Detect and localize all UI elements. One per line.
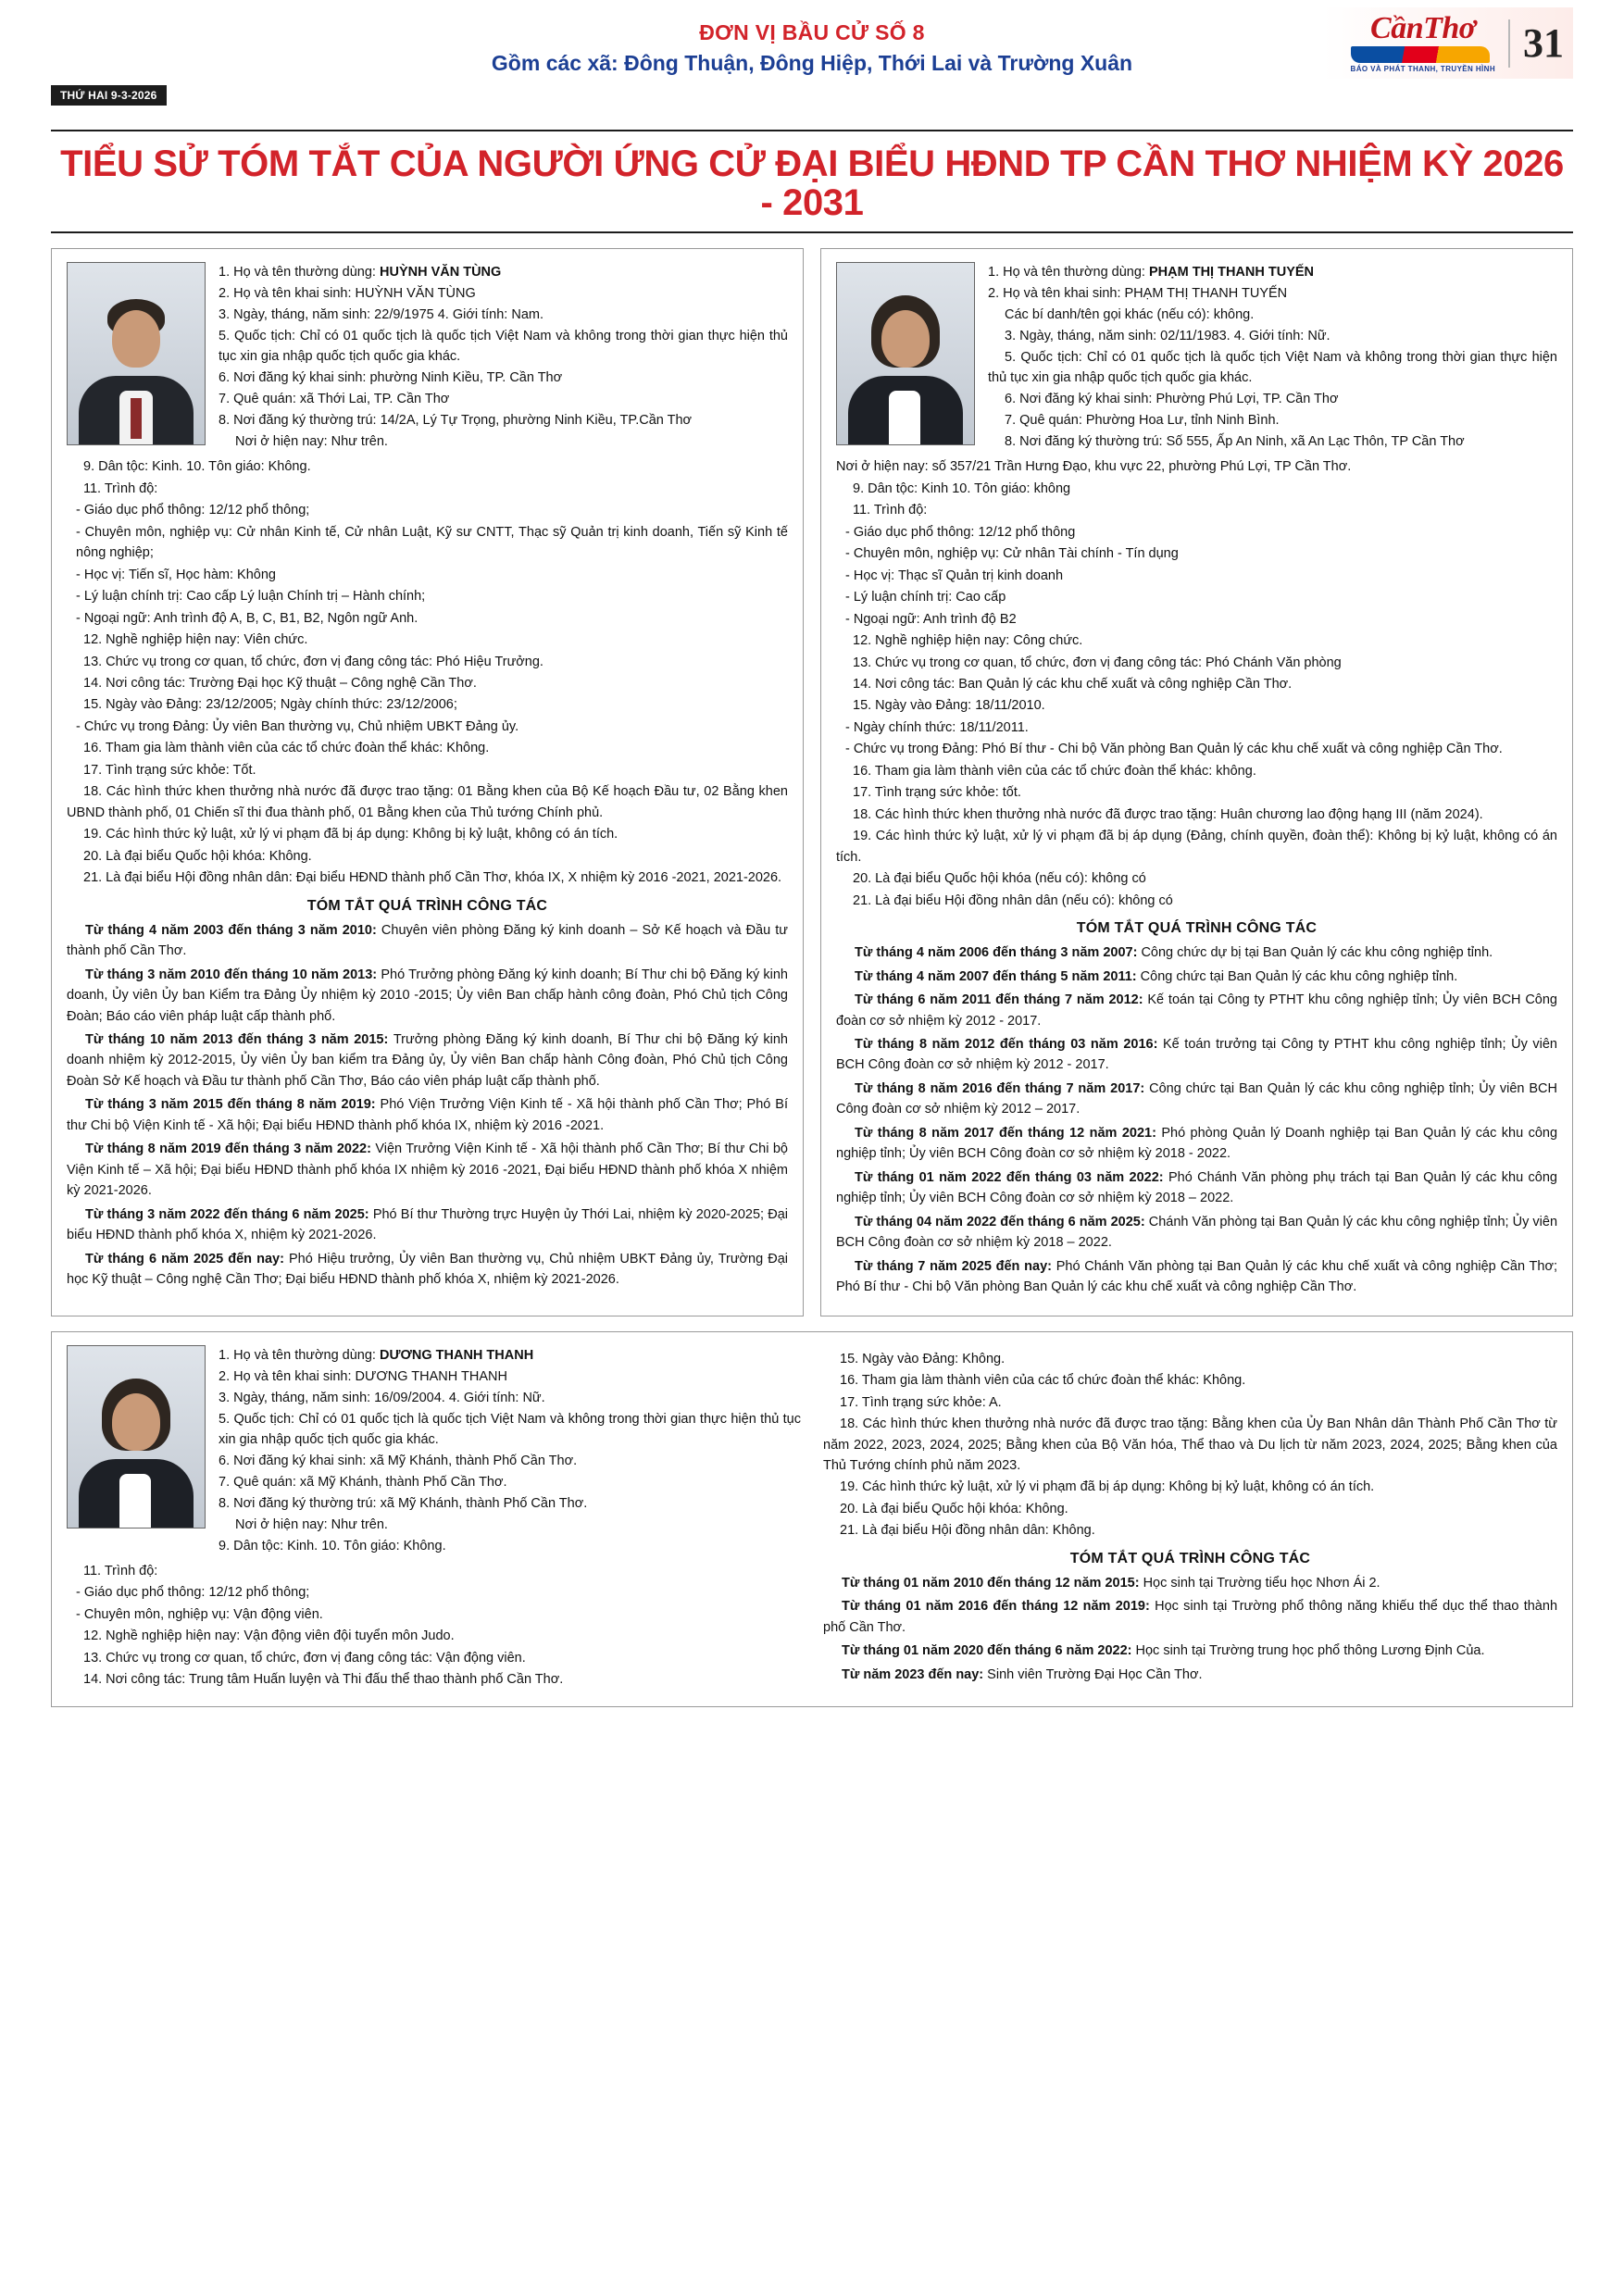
candidate-identity-1 <box>219 262 788 453</box>
work-period: Từ tháng 7 năm 2025 đến nay: <box>855 1258 1056 1274</box>
candidate-card-1 <box>51 248 804 1316</box>
current-address: Nơi ở hiện nay: Như trên. <box>235 434 388 450</box>
birth-registration: 6. Nơi đăng ký khai sinh: Phường Phú Lợi, TP. Cần Thơ <box>1005 392 1339 407</box>
candidate-right-column-3 <box>823 1345 1557 1691</box>
national-assembly: 20. Là đại biểu Quốc hội khóa: Không. <box>83 848 312 864</box>
party-position: - Chức vụ trong Đảng: Ủy viên Ban thường vụ, Chủ nhiệm UBKT Đảng ủy. <box>76 718 519 734</box>
workplace: 14. Nơi công tác: Ban Quản lý các khu chế xuất và công nghiệp Cần Thơ. <box>853 676 1293 692</box>
candidate-details-1 <box>67 456 788 888</box>
position: 13. Chức vụ trong cơ quan, tổ chức, đơn vị đang công tác: Phó Hiệu Trưởng. <box>83 654 543 669</box>
other-organizations: 16. Tham gia làm thành viên của các tổ chức đoàn thể khác: Không. <box>840 1373 1246 1389</box>
current-address: Nơi ở hiện nay: Như trên. <box>235 1516 388 1532</box>
education-degree: - Học vị: Tiến sĩ, Học hàm: Không <box>76 567 276 582</box>
permanent-address: 8. Nơi đăng ký thường trú: xã Mỹ Khánh, thành Phố Cần Thơ. <box>219 1495 588 1511</box>
district-number: ĐƠN VỊ BẦU CỬ SỐ 8 <box>699 20 925 44</box>
ethnicity-religion: 9. Dân tộc: Kinh. 10. Tôn giáo: Không. <box>83 459 311 475</box>
education-professional: - Chuyên môn, nghiệp vụ: Cử nhân Kinh tế, Cử nhân Luật, Kỹ sư CNTT, Thạc sỹ Quản trị kinh doanh, Tiến sỹ Kinh tế nông nghiệp; <box>76 524 788 561</box>
candidate-left-column-3 <box>67 1345 801 1691</box>
work-period: Từ tháng 4 năm 2003 đến tháng 3 năm 2010: <box>85 922 381 938</box>
page-number: 31 <box>1523 20 1564 66</box>
work-text: Học sinh tại Trường tiểu học Nhơn Ái 2. <box>1143 1575 1380 1591</box>
workplace: 14. Nơi công tác: Trung tâm Huấn luyện và Thi đấu thể thao thành phố Cần Thơ. <box>83 1672 564 1688</box>
occupation: 12. Nghề nghiệp hiện nay: Công chức. <box>853 633 1083 649</box>
party-official-date: - Ngày chính thức: 18/11/2011. <box>845 719 1029 735</box>
current-address: Nơi ở hiện nay: số 357/21 Trần Hưng Đạo, khu vực 22, phường Phú Lợi, TP Cần Thơ. <box>836 459 1352 475</box>
workplace: 14. Nơi công tác: Trường Đại học Kỹ thuật – Công nghệ Cần Thơ. <box>83 675 477 691</box>
work-text: Trưởng phòng Đăng ký kinh doanh, Bí Thư chi bộ Đăng ký kinh doanh nhiệm kỳ 2012-2015, Ủy viên Ủy ban kiểm tra Đảng ủy, Ủy viên Ban chấp hành Công đoàn, Phó Chủ tịch Công Đoàn Sở Kế hoạch và Đầu tư thành phố Cần Thơ, Báo cáo viên pháp luật cấp thành phố. <box>67 1032 788 1089</box>
party-join-date: 15. Ngày vào Đảng: 23/12/2005; Ngày chính thức: 23/12/2006; <box>83 697 457 713</box>
work-history-title-3: TÓM TẮT QUÁ TRÌNH CÔNG TÁC <box>1069 1550 1311 1566</box>
work-text: Chuyên viên phòng Đăng ký kinh doanh – Sở Kế hoạch và Đầu tư thành phố Cần Thơ. <box>67 922 788 959</box>
divider <box>1508 19 1510 68</box>
work-text: Công chức tại Ban Quản lý các khu công nghiệp tỉnh. <box>1140 968 1458 984</box>
work-text: Công chức tại Ban Quản lý các khu công nghiệp tỉnh; Ủy viên BCH Công đoàn cơ sở nhiệm kỳ 2012 – 2017. <box>836 1080 1557 1117</box>
work-period: Từ tháng 01 năm 2016 đến tháng 12 năm 2019: <box>842 1599 1156 1615</box>
work-period: Từ tháng 01 năm 2020 đến tháng 6 năm 2022: <box>842 1643 1136 1659</box>
brand-name: CầnThơ <box>1370 11 1476 45</box>
education-professional: - Chuyên môn, nghiệp vụ: Vận động viên. <box>76 1606 323 1622</box>
health-status: 17. Tình trạng sức khỏe: tốt. <box>853 785 1021 801</box>
work-period: Từ tháng 3 năm 2010 đến tháng 10 năm 2013: <box>85 967 381 982</box>
work-text: Phó Viện Trưởng Viện Kinh tế - Xã hội thành phố Cần Thơ; Phó Bí thư Chi bộ Viện Kinh tế - Xã hội; Đại biểu HĐND thành phố khóa IX, nhiệm kỳ 2016 -2021. <box>67 1097 788 1133</box>
work-text: Kế toán tại Công ty PTHT khu công nghiệp tỉnh; Ủy viên BCH Công đoàn cơ sở nhiệm kỳ 2012 - 2017. <box>836 992 1557 1029</box>
party-join-date: 15. Ngày vào Đảng: Không. <box>840 1351 1006 1366</box>
work-history-1 <box>67 920 788 1291</box>
hometown: 7. Quê quán: xã Thới Lai, TP. Cần Thơ <box>219 392 450 407</box>
district-communes: Gồm các xã: Đông Thuận, Đông Hiệp, Thới Lai và Trường Xuân <box>491 51 1133 75</box>
work-text: Viện Trưởng Viện Kinh tế - Xã hội thành phố Cần Thơ; Bí thư Chi bộ Viện Kinh tế – Xã hội; Đại biểu HĐND thành phố khóa IX nhiệm kỳ 2016 -2021, Đại biểu HĐND thành phố khóa X nhiệm kỳ 2021-2026. <box>67 1142 788 1199</box>
work-history-title-1: TÓM TẮT QUÁ TRÌNH CÔNG TÁC <box>306 897 548 914</box>
education-heading: 11. Trình độ: <box>83 1563 158 1578</box>
nationality: 5. Quốc tịch: Chỉ có 01 quốc tịch là quốc tịch Việt Nam và không trong thời gian thực hiện thủ tục xin gia nhập quốc tịch quốc gia khác. <box>219 329 788 365</box>
work-period: Từ tháng 3 năm 2022 đến tháng 6 năm 2025: <box>85 1206 373 1222</box>
work-period: Từ tháng 10 năm 2013 đến tháng 3 năm 2015: <box>85 1032 394 1047</box>
avatar <box>67 262 206 445</box>
dob-gender: 3. Ngày, tháng, năm sinh: 02/11/1983. 4. Giới tính: Nữ. <box>1005 329 1330 344</box>
disciplinary: 19. Các hình thức kỷ luật, xử lý vi phạm đã bị áp dụng: Không bị kỷ luật, không có án tích. <box>840 1479 1375 1495</box>
dob-gender: 3. Ngày, tháng, năm sinh: 22/9/1975 4. Giới tính: Nam. <box>219 307 543 323</box>
work-history-title-2: TÓM TẮT QUÁ TRÌNH CÔNG TÁC <box>1076 920 1318 937</box>
brand-block <box>1323 7 1573 79</box>
national-assembly: 20. Là đại biểu Quốc hội khóa: Không. <box>840 1501 1068 1516</box>
brand-swoosh-icon <box>1351 46 1490 63</box>
candidate-card-2 <box>820 248 1573 1316</box>
rule-top <box>51 130 1573 131</box>
candidate-details-2 <box>836 456 1557 911</box>
work-period: Từ tháng 04 năm 2022 đến tháng 6 năm 2025: <box>855 1214 1149 1229</box>
work-history-3 <box>823 1573 1557 1685</box>
education-degree: - Học vị: Thạc sĩ Quản trị kinh doanh <box>845 568 1064 583</box>
nationality: 5. Quốc tịch: Chỉ có 01 quốc tịch là quốc tịch Việt Nam và không trong thời gian thực hiện thủ tục xin gia nhập quốc tịch quốc gia khác. <box>988 350 1557 386</box>
education-professional: - Chuyên môn, nghiệp vụ: Cử nhân Tài chính - Tín dụng <box>845 546 1179 562</box>
work-text: Phó Bí thư Thường trực Huyện ủy Thới Lai, nhiệm kỳ 2020-2025; Đại biểu HĐND thành phố khóa X, nhiệm kỳ 2021-2026. <box>67 1206 789 1243</box>
candidate-name: DƯƠNG THANH THANH <box>380 1347 534 1363</box>
education-politics: - Lý luận chính trị: Cao cấp Lý luận Chính trị – Hành chính; <box>76 589 426 605</box>
work-text: Phó Chánh Văn phòng tại Ban Quản lý các khu chế xuất và công nghiệp Cần Thơ; Phó Bí thư - Chi bộ Văn phòng Ban Quản lý các khu chế xuất và công nghiệp Cần Thơ. <box>836 1258 1557 1295</box>
work-period: Từ tháng 8 năm 2019 đến tháng 3 năm 2022: <box>85 1142 376 1157</box>
work-period: Từ tháng 8 năm 2017 đến tháng 12 năm 2021: <box>855 1125 1162 1141</box>
work-period: Từ tháng 3 năm 2015 đến tháng 8 năm 2019: <box>85 1097 381 1113</box>
work-text: Sinh viên Trường Đại Học Cần Thơ. <box>987 1666 1203 1682</box>
party-position: - Chức vụ trong Đảng: Phó Bí thư - Chi bộ Văn phòng Ban Quản lý các khu chế xuất và công nghiệp Cần Thơ. <box>845 742 1503 757</box>
work-text: Công chức dự bị tại Ban Quản lý các khu công nghiệp tỉnh. <box>1141 945 1493 961</box>
awards: 18. Các hình thức khen thưởng nhà nước đã được trao tặng: Bằng khen của Ủy Ban Nhân dân Thành Phố Cần Thơ từ năm 2022, 2023, 2024, 2025; Bằng khen của Bộ Văn hóa, Thể thao và Du lịch từ năm 2023, 2024, 2025; Bằng khen của Thủ Tướng chính phủ năm 2023. <box>823 1416 1557 1473</box>
position: 13. Chức vụ trong cơ quan, tổ chức, đơn vị đang công tác: Vận động viên. <box>83 1650 526 1666</box>
name-label: 1. Họ và tên thường dùng: <box>988 265 1149 280</box>
candidate-cards-row <box>51 248 1573 1316</box>
work-period: Từ tháng 8 năm 2012 đến tháng 03 năm 2016: <box>855 1037 1163 1052</box>
work-period: Từ tháng 4 năm 2006 đến tháng 3 năm 2007: <box>855 945 1142 961</box>
name-label: 1. Họ và tên thường dùng: <box>219 1347 380 1363</box>
education-politics: - Lý luận chính trị: Cao cấp <box>845 590 1006 605</box>
occupation: 12. Nghề nghiệp hiện nay: Viên chức. <box>83 632 308 648</box>
work-text: Phó Trưởng phòng Đăng ký kinh doanh; Bí Thư chi bộ Đăng ký kinh doanh, Ủy viên Ủy ban Kiểm tra Đảng Ủy nhiệm kỳ 2010 -2015; Ủy viên Ban chấp hành công đoàn, Phó Chủ tịch Công Đoàn; Báo cáo viên pháp luật cấp thành phố. <box>67 967 788 1024</box>
people-council: 21. Là đại biểu Hội đồng nhân dân: Không. <box>840 1523 1095 1539</box>
occupation: 12. Nghề nghiệp hiện nay: Vận động viên đội tuyển môn Judo. <box>83 1628 455 1644</box>
birth-name: 2. Họ và tên khai sinh: DƯƠNG THANH THANH <box>219 1368 507 1384</box>
candidate-header-2 <box>836 262 1557 453</box>
other-organizations: 16. Tham gia làm thành viên của các tổ chức đoàn thể khác: Không. <box>83 741 490 756</box>
permanent-address: 8. Nơi đăng ký thường trú: 14/2A, Lý Tự Trọng, phường Ninh Kiều, TP.Cần Thơ <box>219 413 693 429</box>
work-period: Từ tháng 6 năm 2011 đến tháng 7 năm 2012: <box>855 992 1148 1008</box>
ethnicity-religion: 9. Dân tộc: Kinh. 10. Tôn giáo: Không. <box>219 1538 446 1554</box>
work-period: Từ tháng 6 năm 2025 đến nay: <box>85 1251 289 1267</box>
work-text: Kế toán trưởng tại Công ty PTHT khu công nghiệp tỉnh; Ủy viên BCH Công đoàn cơ sở nhiệm kỳ 2012 - 2017. <box>836 1037 1557 1073</box>
work-period: Từ tháng 01 năm 2022 đến tháng 03 năm 2022: <box>855 1169 1169 1185</box>
alias: Các bí danh/tên gọi khác (nếu có): không. <box>1005 307 1255 323</box>
candidate-details-3b <box>823 1349 1557 1541</box>
education-general: - Giáo dục phổ thông: 12/12 phổ thông; <box>76 1585 310 1601</box>
education-heading: 11. Trình độ: <box>83 480 158 496</box>
work-period: Từ tháng 4 năm 2007 đến tháng 5 năm 2011: <box>855 968 1141 984</box>
candidate-card-3 <box>51 1331 1573 1707</box>
health-status: 17. Tình trạng sức khỏe: A. <box>840 1394 1002 1410</box>
work-text: Chánh Văn phòng tại Ban Quản lý các khu công nghiệp tỉnh; Ủy viên BCH Công đoàn cơ sở nhiệm kỳ 2018 – 2022. <box>836 1214 1558 1251</box>
permanent-address: 8. Nơi đăng ký thường trú: Số 555, Ấp An Ninh, xã An Lạc Thôn, TP Cần Thơ <box>1005 434 1465 450</box>
work-period: Từ tháng 8 năm 2016 đến tháng 7 năm 2017: <box>855 1080 1150 1096</box>
education-language: - Ngoại ngữ: Anh trình độ B2 <box>845 611 1017 627</box>
candidate-header-1 <box>67 262 788 453</box>
birth-name: 2. Họ và tên khai sinh: HUỲNH VĂN TÙNG <box>219 286 476 302</box>
candidate-identity-3 <box>219 1345 801 1557</box>
page-title: TIỂU SỬ TÓM TẮT CỦA NGƯỜI ỨNG CỬ ĐẠI BIỂU HĐND TP CẦN THƠ NHIỆM KỲ 2026 - 2031 <box>60 144 1564 223</box>
birth-registration: 6. Nơi đăng ký khai sinh: phường Ninh Kiều, TP. Cần Thơ <box>219 370 563 386</box>
avatar <box>67 1345 206 1529</box>
work-history-2 <box>836 942 1557 1298</box>
awards: 18. Các hình thức khen thưởng nhà nước đã được trao tặng: Huân chương lao động hạng III (năm 2024). <box>853 806 1483 822</box>
brand-subtitle: BÁO VÀ PHÁT THANH, TRUYỀN HÌNH <box>1350 65 1495 73</box>
candidate-header-3 <box>67 1345 801 1557</box>
candidate-identity-2 <box>988 262 1557 453</box>
disciplinary: 19. Các hình thức kỷ luật, xử lý vi phạm đã bị áp dụng (Đảng, chính quyền, đoàn thể): Không bị kỷ luật, không có án tích. <box>836 829 1557 865</box>
national-assembly: 20. Là đại biểu Quốc hội khóa (nếu có): không có <box>853 871 1146 887</box>
people-council: 21. Là đại biểu Hội đồng nhân dân: Đại biểu HĐND thành phố Cần Thơ, khóa IX, X nhiệm kỳ 2016 -2021, 2021-2026. <box>83 870 782 886</box>
birth-name: 2. Họ và tên khai sinh: PHẠM THỊ THANH TUYẾN <box>988 286 1288 302</box>
page-masthead <box>51 0 1573 109</box>
work-text: Phó phòng Quản lý Doanh nghiệp tại Ban Quản lý các khu công nghiệp tỉnh; Ủy viên BCH Công đoàn cơ sở nhiệm kỳ 2018 - 2022. <box>836 1125 1558 1162</box>
people-council: 21. Là đại biểu Hội đồng nhân dân (nếu có): không có <box>853 892 1173 908</box>
awards: 18. Các hình thức khen thưởng nhà nước đã được trao tặng: 01 Bằng khen của Bộ Kế hoạch Đầu tư, 02 Bằng khen UBND thành phố, 01 Chiến sĩ thi đua thành phố, 01 Bằng khen của Thủ tướng Chính phủ. <box>67 784 788 820</box>
work-period: Từ năm 2023 đến nay: <box>842 1666 988 1682</box>
rule-bottom <box>51 231 1573 233</box>
work-text: Học sinh tại Trường trung học phổ thông Lương Định Của. <box>1135 1643 1485 1659</box>
dob-gender: 3. Ngày, tháng, năm sinh: 16/09/2004. 4. Giới tính: Nữ. <box>219 1390 545 1405</box>
education-general: - Giáo dục phổ thông: 12/12 phổ thông; <box>76 503 310 518</box>
hometown: 7. Quê quán: xã Mỹ Khánh, thành Phố Cần Thơ. <box>219 1474 507 1490</box>
work-period: Từ tháng 01 năm 2010 đến tháng 12 năm 2015: <box>842 1575 1143 1591</box>
nationality: 5. Quốc tịch: Chỉ có 01 quốc tịch là quốc tịch Việt Nam và không trong thời gian thực hiện thủ tục xin gia nhập quốc tịch quốc gia khác. <box>219 1411 801 1447</box>
hometown: 7. Quê quán: Phường Hoa Lư, tỉnh Ninh Bình. <box>1005 413 1280 429</box>
candidate-details-3a <box>67 1561 801 1691</box>
dateline-badge: THỨ HAI 9-3-2026 <box>51 85 167 106</box>
birth-registration: 6. Nơi đăng ký khai sinh: xã Mỹ Khánh, thành Phố Cần Thơ. <box>219 1453 578 1468</box>
avatar <box>836 262 975 445</box>
other-organizations: 16. Tham gia làm thành viên của các tổ chức đoàn thể khác: không. <box>853 763 1256 779</box>
education-language: - Ngoại ngữ: Anh trình độ A, B, C, B1, B2, Ngôn ngữ Anh. <box>76 610 418 626</box>
position: 13. Chức vụ trong cơ quan, tổ chức, đơn vị đang công tác: Phó Chánh Văn phòng <box>853 655 1342 670</box>
name-label: 1. Họ và tên thường dùng: <box>219 265 380 280</box>
disciplinary: 19. Các hình thức kỷ luật, xử lý vi phạm đã bị áp dụng: Không bị kỷ luật, không có án tích. <box>83 827 618 842</box>
work-text: Học sinh tại Trường phổ thông năng khiếu thể dục thể thao thành phố Cần Thơ. <box>823 1599 1558 1635</box>
education-heading: 11. Trình độ: <box>853 503 928 518</box>
party-join-date: 15. Ngày vào Đảng: 18/11/2010. <box>853 698 1045 714</box>
work-text: Phó Hiệu trưởng, Ủy viên Ban thường vụ, Chủ nhiệm UBKT Đảng ủy, Trường Đại học Kỹ thuật – Công nghệ Cần Thơ; Đại biểu HĐND thành phố khóa X, nhiệm kỳ 2021-2026. <box>67 1251 789 1288</box>
candidate-name: HUỲNH VĂN TÙNG <box>380 265 502 280</box>
newspaper-logo <box>1351 13 1495 73</box>
work-text: Phó Chánh Văn phòng phụ trách tại Ban Quản lý các khu công nghiệp tỉnh; Ủy viên BCH Công đoàn cơ sở nhiệm kỳ 2018 – 2022. <box>836 1169 1557 1206</box>
education-general: - Giáo dục phổ thông: 12/12 phổ thông <box>845 524 1076 540</box>
health-status: 17. Tình trạng sức khỏe: Tốt. <box>83 762 256 778</box>
candidate-name: PHẠM THỊ THANH TUYẾN <box>1149 265 1315 280</box>
ethnicity-religion: 9. Dân tộc: Kinh 10. Tôn giáo: không <box>853 480 1071 496</box>
